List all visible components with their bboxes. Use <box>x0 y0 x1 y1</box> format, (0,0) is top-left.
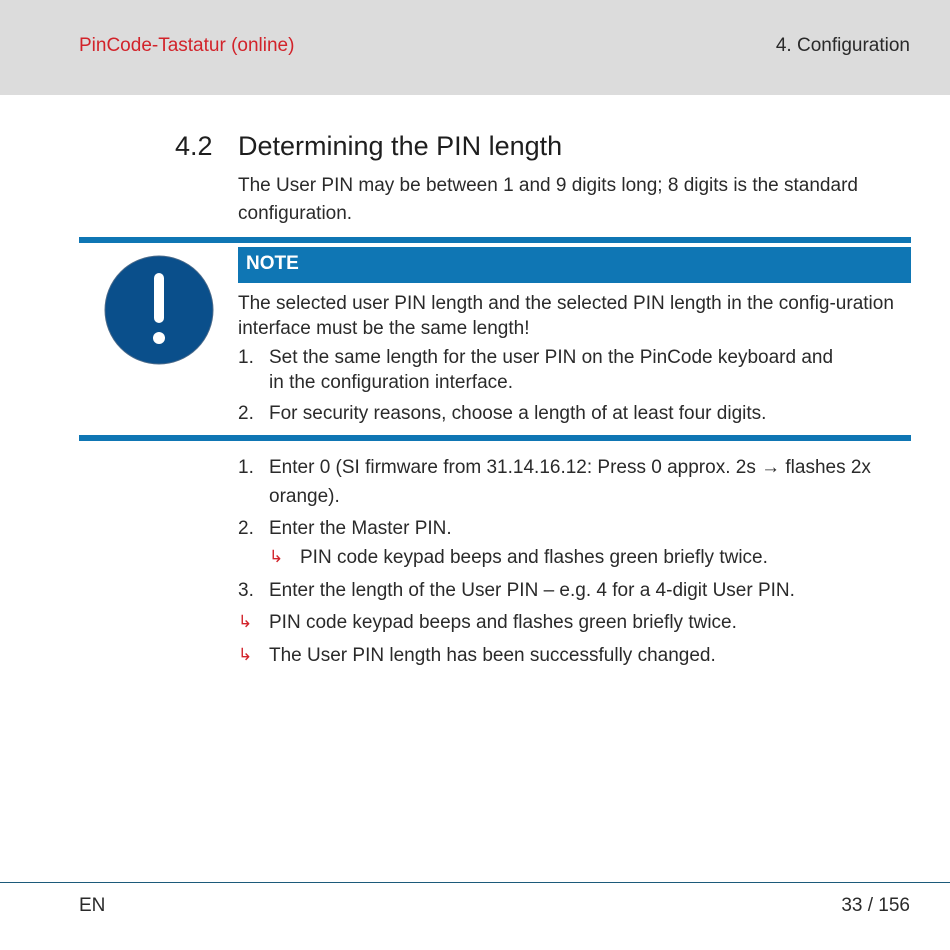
result-arrow-icon: ↳ <box>238 645 253 664</box>
footer-language: EN <box>79 895 106 916</box>
step-text-cont: orange). <box>269 486 340 507</box>
step-number: 1. <box>238 457 254 478</box>
page-header <box>0 0 950 95</box>
product-title: PinCode-Tastatur (online) <box>79 35 295 56</box>
note-item-number: 1. <box>238 347 254 368</box>
step-text: Enter 0 (SI firmware from 31.14.16.12: Press 0 approx. 2s → flashes 2x <box>269 457 871 478</box>
step-number: 2. <box>238 518 254 539</box>
note-item-text-cont: in the configuration interface. <box>269 372 513 393</box>
section-number: 4.2 <box>175 131 213 161</box>
note-item-number: 2. <box>238 403 254 424</box>
step-text: Enter the length of the User PIN – e.g. 4 for a 4-digit User PIN. <box>269 580 795 601</box>
section-title: Determining the PIN length <box>238 131 563 161</box>
step-text: Enter the Master PIN. <box>269 518 452 539</box>
final-result-text: The User PIN length has been successfully changed. <box>269 645 716 666</box>
note-label: NOTE <box>246 253 299 274</box>
final-result-text: PIN code keypad beeps and flashes green briefly twice. <box>269 612 737 633</box>
section-intro: The User PIN may be between 1 and 9 digits long; 8 digits is the standard configuration. <box>238 175 858 224</box>
exclamation-circle-icon <box>104 255 214 365</box>
result-arrow-icon: ↳ <box>238 612 253 631</box>
chapter-title: 4. Configuration <box>775 35 910 56</box>
page-number: 33 / 156 <box>841 895 910 916</box>
step-result-text: PIN code keypad beeps and flashes green briefly twice. <box>300 547 768 568</box>
note-item-text: For security reasons, choose a length of at least four digits. <box>269 403 767 424</box>
step-number: 3. <box>238 580 254 601</box>
note-item-text: Set the same length for the user PIN on the PinCode keyboard and <box>269 347 834 368</box>
footer-rule <box>0 882 950 883</box>
note-text: The selected user PIN length and the selected PIN length in the config-uration interface must be the same length! <box>238 293 894 339</box>
note-bottom-rule <box>79 435 911 441</box>
note-header-bar <box>238 247 911 283</box>
note-top-rule <box>79 237 911 243</box>
result-arrow-icon: ↳ <box>269 547 284 566</box>
